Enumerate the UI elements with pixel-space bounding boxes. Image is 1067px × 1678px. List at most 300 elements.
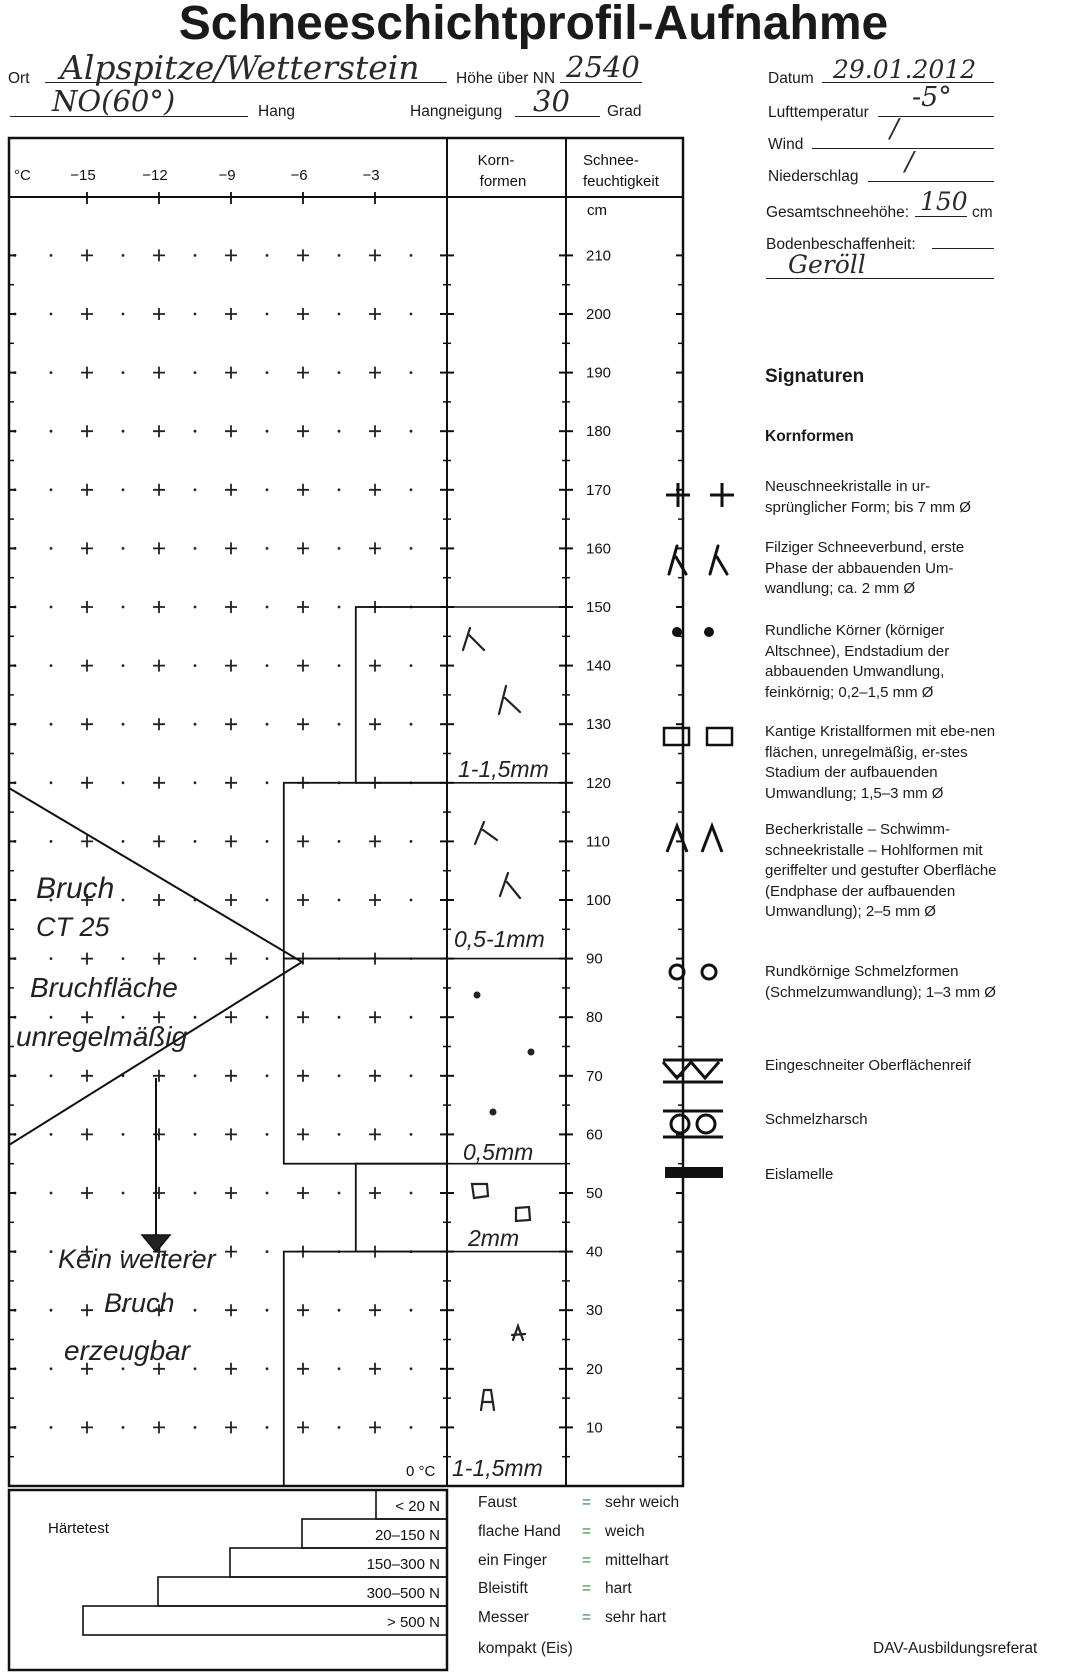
grid-plus-mark — [369, 1363, 381, 1375]
hardness-3: mittelhart — [605, 1552, 669, 1569]
grid-dot — [122, 723, 125, 726]
grid-plus-mark — [153, 308, 165, 320]
hardness-profile — [284, 607, 566, 1486]
square-grain-icon — [516, 1207, 530, 1221]
grid-plus-mark — [369, 1304, 381, 1316]
grid-dot — [194, 664, 197, 667]
temp-unit: °C — [14, 167, 31, 184]
boden-value[interactable]: Geröll — [788, 250, 866, 279]
grid-dot — [194, 606, 197, 609]
grid-dot — [266, 1250, 269, 1253]
grid-plus-mark — [81, 484, 93, 496]
datum-value[interactable]: 29.01.2012 — [833, 55, 977, 84]
gesamt-value[interactable]: 150 — [920, 187, 968, 216]
grain-size-2: 0,5-1mm — [454, 926, 545, 952]
grid-plus-mark — [81, 367, 93, 379]
hangneigung-value[interactable]: 30 — [533, 84, 570, 118]
grid-plus-mark — [369, 542, 381, 554]
grid-dot — [410, 430, 413, 433]
grid-plus-mark — [369, 718, 381, 730]
grid-plus-mark — [297, 1304, 309, 1316]
grid-dot — [50, 1192, 53, 1195]
grain-size-4: 2mm — [468, 1225, 520, 1251]
grid-dot — [194, 547, 197, 550]
grid-plus-mark — [153, 542, 165, 554]
legend-text-5: Becherkristalle – Schwimm-schneekristalle – Hohlformen mit geriffelter und gestufter Oberfläche (Endphase der aufbauenden Umwandlung); 2–5 mm Ø — [765, 821, 997, 920]
hang-label: Hang — [258, 103, 296, 120]
bruch-text-1: Bruch — [36, 872, 115, 905]
ort-value[interactable]: Alpspitze/Wetterstein — [60, 48, 420, 87]
height-tick-label: 130 — [586, 716, 612, 734]
grid-dot — [266, 1192, 269, 1195]
grid-dot — [122, 840, 125, 843]
grain-size-3: 0,5mm — [463, 1139, 534, 1165]
grid-dot — [194, 1133, 197, 1136]
grid-plus-mark — [369, 894, 381, 906]
grid-plus-mark — [369, 1128, 381, 1140]
depth-hoar-grain-icon — [481, 1390, 494, 1410]
grid-plus-mark — [81, 249, 93, 261]
grid-dot — [338, 1133, 341, 1136]
grid-dot — [338, 1016, 341, 1019]
grain-symbols — [463, 628, 530, 1410]
height-tick-label: 40 — [586, 1243, 603, 1261]
tool-bleistift: Bleistift — [478, 1580, 528, 1597]
grid-plus-mark — [81, 718, 93, 730]
grid-plus-mark — [225, 249, 237, 261]
grid-dot — [50, 1016, 53, 1019]
grid-dot — [338, 547, 341, 550]
grid-plus-mark — [153, 367, 165, 379]
grid-plus-mark — [81, 777, 93, 789]
height-tick-label: 10 — [586, 1419, 603, 1437]
legend-text-9: Eislamelle — [765, 1166, 834, 1183]
grid-plus-mark — [225, 1011, 237, 1023]
grid-dot — [50, 723, 53, 726]
grid-dot — [50, 313, 53, 316]
grid-dot — [50, 1133, 53, 1136]
eq-4: = — [582, 1580, 592, 1597]
wind-label: Wind — [768, 136, 804, 153]
grid-plus-mark — [81, 1070, 93, 1082]
grid-plus-mark — [297, 1421, 309, 1433]
grid-dot — [122, 1192, 125, 1195]
grid-dot — [50, 547, 53, 550]
hang-value[interactable]: NO(60°) — [52, 84, 176, 118]
chart-frame — [9, 138, 683, 1486]
grid-dot — [50, 371, 53, 374]
grid-plus-mark — [225, 1246, 237, 1258]
grid-dot — [266, 547, 269, 550]
grid-dot — [194, 254, 197, 257]
height-tick-label: 160 — [586, 540, 612, 558]
hardness-4: hart — [605, 1580, 632, 1597]
legend-subtitle: Kornformen — [765, 428, 854, 445]
grid-plus-mark — [225, 1187, 237, 1199]
felted-grain-icon — [475, 822, 497, 844]
lufttemp-label: Lufttemperatur — [768, 104, 869, 121]
dot-grain-icon — [474, 992, 481, 999]
dot-grain-icon — [490, 1109, 497, 1116]
height-tick-label: 140 — [586, 657, 612, 675]
grid-dot — [410, 1133, 413, 1136]
wind-value[interactable]: / — [890, 114, 899, 144]
grid-dot — [122, 313, 125, 316]
height-tick-label: 210 — [586, 247, 612, 265]
legend-text-4: Kantige Kristallformen mit ebe-nen flächen, unregelmäßig, er-stes Stadium der aufbauenden Umwandlung; 1,5–3 mm Ø — [765, 723, 996, 802]
grid-plus-mark — [297, 367, 309, 379]
grid-dot — [266, 781, 269, 784]
grid-dot — [50, 1250, 53, 1253]
hardness-force-label: > 500 N — [387, 1614, 440, 1631]
hardness-1: sehr weich — [605, 1494, 680, 1511]
grid-dot — [122, 781, 125, 784]
grid-dot — [194, 840, 197, 843]
felted-grain-icon — [463, 628, 484, 650]
grid-dot — [266, 1133, 269, 1136]
eq-3: = — [582, 1552, 592, 1569]
height-tick-label: 60 — [586, 1126, 603, 1144]
legend-text-2: Filziger Schneeverbund, erste Phase der abbauenden Um-wandlung; ca. 2 mm Ø — [765, 539, 965, 597]
grid-plus-mark — [81, 660, 93, 672]
grid-dot — [266, 840, 269, 843]
grid-plus-mark — [369, 835, 381, 847]
lufttemp-value[interactable]: -5° — [912, 82, 952, 113]
legend-text-1: Neuschneekristalle in ur-sprünglicher Form; bis 7 mm Ø — [765, 478, 971, 516]
grid-dot — [194, 781, 197, 784]
grid-dot — [122, 1016, 125, 1019]
grid-dot — [50, 1074, 53, 1077]
grid-plus-mark — [297, 308, 309, 320]
zero-label: 0 °C — [406, 1463, 436, 1480]
haertetest-stairs — [83, 1490, 447, 1635]
grid-plus-mark — [225, 484, 237, 496]
grid-dot — [194, 1309, 197, 1312]
grid-dot — [410, 254, 413, 257]
kornformen-header-2: formen — [479, 173, 527, 190]
grid-plus-mark — [297, 601, 309, 613]
grid-dot — [410, 1192, 413, 1195]
grid-plus-mark — [153, 484, 165, 496]
hoehe-label: Höhe über NN — [456, 70, 556, 87]
eq-5: = — [582, 1609, 592, 1626]
grid-dot — [410, 547, 413, 550]
grid-dot — [50, 840, 53, 843]
grid-dot — [50, 664, 53, 667]
haertetest-title: Härtetest — [48, 1520, 109, 1537]
grid-dot — [338, 899, 341, 902]
grid-dot — [122, 430, 125, 433]
temp-tick-label: −3 — [362, 167, 380, 184]
grid-dot — [194, 1426, 197, 1429]
grid-plus-mark — [153, 1128, 165, 1140]
temp-tick-labels — [70, 167, 379, 184]
grid-plus-mark — [225, 894, 237, 906]
temp-tick-label: −12 — [142, 167, 168, 184]
grid-plus-mark — [369, 484, 381, 496]
grid-plus-mark — [297, 1011, 309, 1023]
grid-dot — [122, 254, 125, 257]
dot-grains — [474, 992, 535, 1116]
height-tick-label: 150 — [586, 599, 612, 616]
grid-plus-mark — [369, 1070, 381, 1082]
grid-plus-mark — [153, 425, 165, 437]
kein-text-2: Bruch — [104, 1288, 175, 1318]
grid-plus-mark — [225, 660, 237, 672]
grid-dot — [194, 1367, 197, 1370]
grid-dot — [50, 254, 53, 257]
height-tick-label: 80 — [586, 1009, 603, 1027]
grid-dot — [122, 488, 125, 491]
kompakt-label: kompakt (Eis) — [478, 1640, 573, 1657]
hardness-layer — [284, 783, 447, 959]
grid-dot — [266, 1309, 269, 1312]
grid-plus-mark — [153, 835, 165, 847]
grid-dot — [122, 371, 125, 374]
grid-plus-mark — [225, 425, 237, 437]
grid-plus-mark — [225, 1304, 237, 1316]
grid-dot — [266, 723, 269, 726]
grid-dot — [338, 664, 341, 667]
height-tick-label: 110 — [586, 833, 610, 851]
grid-dot — [50, 606, 53, 609]
height-tick-label: 20 — [586, 1360, 603, 1378]
grid-dot — [50, 1309, 53, 1312]
grid-plus-mark — [225, 1363, 237, 1375]
cm-label: cm — [587, 202, 607, 219]
grid-plus-mark — [225, 1070, 237, 1082]
grid-plus-mark — [81, 601, 93, 613]
grid-plus-mark — [81, 425, 93, 437]
grid-dot — [338, 430, 341, 433]
grid-dot — [410, 1016, 413, 1019]
hardness-force-label: < 20 N — [395, 1498, 440, 1515]
datum-label: Datum — [768, 70, 814, 87]
flaeche-text-1: Bruchfläche — [30, 972, 178, 1003]
grid-plus-mark — [297, 835, 309, 847]
grid-dot — [194, 957, 197, 960]
grid-dot — [50, 1367, 53, 1370]
grid-dot — [410, 899, 413, 902]
depth-hoar-grain-icon — [512, 1326, 525, 1340]
grid-dot — [338, 723, 341, 726]
grid-dot — [266, 313, 269, 316]
kein-text-3: erzeugbar — [64, 1335, 191, 1366]
grid-plus-mark — [225, 835, 237, 847]
grid-plus-mark — [225, 308, 237, 320]
hardness-force-label: 20–150 N — [374, 1527, 440, 1544]
hardness-force-label: 300–500 N — [366, 1585, 440, 1602]
niederschlag-value[interactable]: / — [905, 147, 914, 177]
height-tick-label: 50 — [586, 1185, 603, 1202]
grid-plus-mark — [225, 953, 237, 965]
grid-dot — [410, 723, 413, 726]
legend-text-7: Eingeschneiter Oberflächenreif — [765, 1057, 971, 1074]
hardness-layer — [356, 1164, 447, 1252]
grid-dot — [410, 488, 413, 491]
grid-plus-mark — [225, 367, 237, 379]
grid-plus-mark — [81, 308, 93, 320]
temp-tick-label: −9 — [218, 167, 236, 184]
grid-dot — [50, 488, 53, 491]
grid-plus-mark — [81, 1421, 93, 1433]
grid-plus-mark — [297, 718, 309, 730]
grid-dot — [122, 606, 125, 609]
height-tick-label: 70 — [586, 1067, 603, 1085]
grid-dot — [50, 781, 53, 784]
grid-plus-mark — [369, 1187, 381, 1199]
legend-title: Signaturen — [765, 366, 865, 387]
grid-dot — [410, 1309, 413, 1312]
grid-dot — [50, 1426, 53, 1429]
ort-label: Ort — [8, 70, 30, 87]
grid-dot — [122, 664, 125, 667]
grid-plus-mark — [297, 1187, 309, 1199]
grid-dot — [266, 1074, 269, 1077]
grid-plus-mark — [81, 542, 93, 554]
grid-dot — [338, 254, 341, 257]
grid-dot — [338, 313, 341, 316]
grid-plus-mark — [297, 1363, 309, 1375]
grid-dot — [338, 840, 341, 843]
grid-plus-mark — [153, 1187, 165, 1199]
flaeche-text-2: unregelmäßig — [16, 1021, 188, 1052]
height-tick-label: 30 — [586, 1302, 603, 1320]
grid-plus-mark — [225, 542, 237, 554]
grid-dot — [194, 1192, 197, 1195]
grid-plus-mark — [81, 1187, 93, 1199]
grid-dot — [266, 430, 269, 433]
grid-dot — [50, 957, 53, 960]
grid-dot — [266, 1426, 269, 1429]
grid-plus-mark — [153, 249, 165, 261]
grid-plus-mark — [153, 601, 165, 613]
legend-text-6: Rundkörnige Schmelzformen (Schmelzumwandlung); 1–3 mm Ø — [765, 963, 996, 1001]
grid-dot — [50, 430, 53, 433]
grid-dot — [338, 1192, 341, 1195]
hardness-2: weich — [605, 1523, 645, 1540]
grid-dot — [122, 1133, 125, 1136]
grid-dot — [410, 1426, 413, 1429]
kein-text-1: Kein weiterer — [58, 1244, 216, 1274]
height-tick-label: 190 — [586, 364, 612, 382]
grid-dot — [266, 606, 269, 609]
grid-plus-mark — [81, 1128, 93, 1140]
grid-plus-mark — [369, 249, 381, 261]
grid-plus-mark — [153, 1421, 165, 1433]
grad-label: Grad — [607, 103, 642, 120]
grid-plus-mark — [153, 1070, 165, 1082]
grid-dot — [194, 1016, 197, 1019]
grid-plus-mark — [153, 953, 165, 965]
grid-plus-mark — [369, 367, 381, 379]
grid-dot — [194, 371, 197, 374]
feucht-header-1: Schnee- — [583, 152, 639, 169]
gesamt-unit: cm — [972, 204, 993, 221]
grid-plus-mark — [225, 601, 237, 613]
grid-dot — [338, 1367, 341, 1370]
grid-plus-mark — [225, 718, 237, 730]
grid-plus-mark — [297, 894, 309, 906]
niederschlag-label: Niederschlag — [768, 168, 859, 185]
grid-dot — [266, 488, 269, 491]
grid-dot — [410, 313, 413, 316]
grid-dot — [266, 899, 269, 902]
grid-dot — [410, 1367, 413, 1370]
grid-plus-mark — [153, 718, 165, 730]
grid-dot — [410, 371, 413, 374]
grid-dot — [338, 371, 341, 374]
felted-grain-icon — [500, 873, 520, 898]
grid-dot — [410, 664, 413, 667]
grid-plus-mark — [297, 484, 309, 496]
bruch-text-2: CT 25 — [36, 912, 110, 942]
hardness-5: sehr hart — [605, 1609, 667, 1626]
grid-dot — [266, 254, 269, 257]
height-tick-label: 180 — [586, 423, 612, 441]
grain-size-5: 1-1,5mm — [452, 1455, 543, 1481]
temp-tick-label: −6 — [290, 167, 308, 184]
grid-plus-mark — [369, 308, 381, 320]
grid-plus-mark — [153, 660, 165, 672]
grid-dot — [338, 1309, 341, 1312]
haertetest-frame — [9, 1490, 447, 1670]
height-tick-labels — [586, 247, 611, 1436]
grid-dot — [338, 606, 341, 609]
hardness-layer — [284, 959, 447, 1164]
grid-dot — [266, 1367, 269, 1370]
grid-plus-mark — [297, 1070, 309, 1082]
felted-grain-icon — [499, 686, 520, 714]
grid-dot — [122, 1426, 125, 1429]
grid-dot — [266, 664, 269, 667]
grid-dot — [194, 1074, 197, 1077]
footer-credit: DAV-Ausbildungsreferat — [873, 1640, 1038, 1657]
grid-plus-mark — [297, 660, 309, 672]
grid-plus-mark — [81, 953, 93, 965]
grid-dot — [122, 957, 125, 960]
height-tick-label: 200 — [586, 306, 612, 323]
legend-text-8: Schmelzharsch — [765, 1111, 868, 1128]
temp-tick-label: −15 — [70, 167, 96, 184]
grid-plus-mark — [153, 777, 165, 789]
eq-2: = — [582, 1523, 592, 1540]
grid-plus-mark — [81, 1304, 93, 1316]
legend-text-3: Rundliche Körner (körniger Altschnee), Endstadium der abbauenden Umwandlung, feinkörnig; 0,2–1,5 mm Ø — [765, 622, 950, 701]
grid-dot — [194, 313, 197, 316]
eq-1: = — [582, 1494, 592, 1511]
grid-plus-mark — [369, 1421, 381, 1433]
square-grain-icon — [472, 1184, 488, 1198]
gesamt-label: Gesamtschneehöhe: — [766, 204, 910, 221]
grid-dot — [122, 899, 125, 902]
feucht-header-2: feuchtigkeit — [583, 173, 659, 190]
hardness-layer — [356, 607, 447, 783]
grid-dot — [194, 430, 197, 433]
grid-plus-mark — [369, 1011, 381, 1023]
grid-plus-mark — [225, 1421, 237, 1433]
grid-dot — [194, 723, 197, 726]
grid-plus-mark — [369, 660, 381, 672]
grid-dot — [266, 1016, 269, 1019]
dot-grain-icon — [528, 1049, 535, 1056]
hoehe-value[interactable]: 2540 — [566, 50, 640, 84]
grid-dot — [410, 840, 413, 843]
page-title: Schneeschichtprofil-Aufnahme — [178, 0, 889, 50]
grid-plus-mark — [297, 1128, 309, 1140]
height-tick-label: 120 — [586, 774, 612, 792]
grid-dot — [338, 1074, 341, 1077]
